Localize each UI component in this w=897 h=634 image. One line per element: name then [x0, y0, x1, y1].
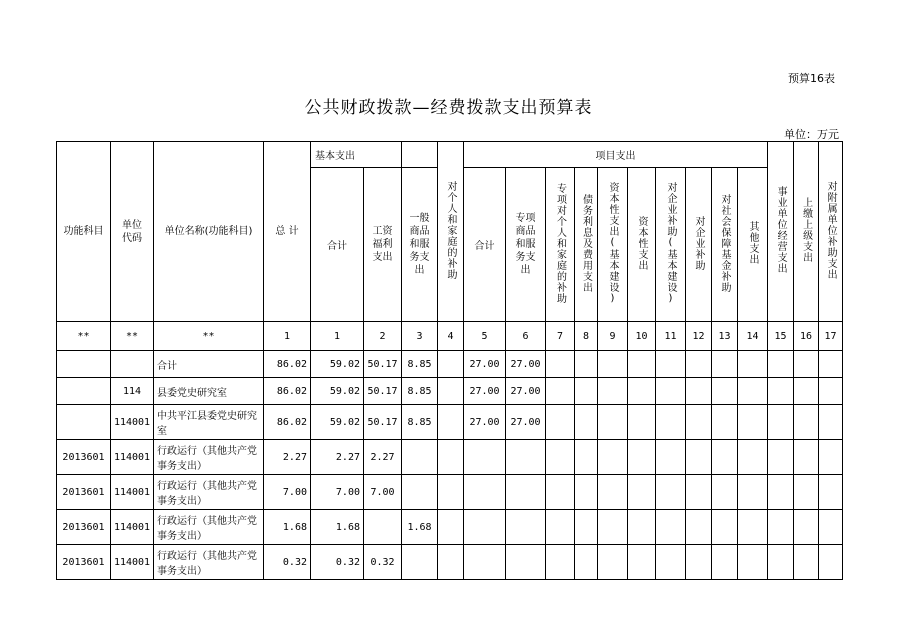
header-social: 对社会保障基金补助	[712, 168, 738, 322]
header-upper: 上缴上级支出	[794, 142, 819, 322]
index-row	[57, 322, 843, 351]
index-cell: 11	[656, 322, 686, 351]
index-cell: 1	[264, 322, 311, 351]
cell-empty	[738, 378, 768, 405]
index-cell: 9	[598, 322, 628, 351]
index-cell: 13	[712, 322, 738, 351]
cell-empty	[656, 378, 686, 405]
header-row-1	[57, 142, 843, 168]
cell-empty	[575, 378, 598, 405]
cell-empty	[794, 405, 819, 440]
unit-label: 单位：万元	[784, 128, 839, 141]
cell-empty	[768, 475, 794, 510]
cell-empty	[768, 510, 794, 545]
cell-empty	[768, 545, 794, 580]
cell-empty	[686, 405, 712, 440]
cell-name: 县委党史研究室	[154, 378, 264, 405]
cell-personal	[438, 440, 464, 475]
header-ent-base: 对企业补助(基本建设)	[656, 168, 686, 322]
index-cell: 12	[686, 322, 712, 351]
cell-code: 114001	[111, 510, 154, 545]
cell-goods: 8.85	[402, 405, 438, 440]
cell-empty	[712, 378, 738, 405]
cell-personal	[438, 475, 464, 510]
cell-empty	[598, 510, 628, 545]
cell-basic-total: 59.02	[311, 405, 364, 440]
cell-code: 114001	[111, 405, 154, 440]
cell-code: 114001	[111, 475, 154, 510]
cell-empty	[819, 475, 843, 510]
header-biz: 事业单位经营支出	[768, 142, 794, 322]
cell-empty	[598, 378, 628, 405]
cell-empty	[819, 378, 843, 405]
cell-empty	[738, 545, 768, 580]
cell-empty	[794, 475, 819, 510]
cell-empty	[738, 440, 768, 475]
cell-proj-total	[464, 545, 506, 580]
cell-wage: 2.27	[364, 440, 402, 475]
cell-empty	[656, 440, 686, 475]
cell-name: 行政运行（其他共产党事务支出）	[154, 510, 264, 545]
cell-proj-total	[464, 510, 506, 545]
cell-func	[57, 378, 111, 405]
cell-proj-goods	[506, 545, 546, 580]
cell-empty	[628, 378, 656, 405]
header-debt: 债务利息及费用支出	[575, 168, 598, 322]
cell-empty	[712, 545, 738, 580]
cell-name: 中共平江县委党史研究室	[154, 405, 264, 440]
cell-proj-goods: 27.00	[506, 351, 546, 378]
table-row	[57, 405, 843, 440]
cell-empty	[768, 440, 794, 475]
header-capital-base: 资本性支出(基本建设)	[598, 168, 628, 322]
cell-empty	[768, 378, 794, 405]
cell-empty	[686, 378, 712, 405]
cell-total: 86.02	[264, 351, 311, 378]
cell-empty	[598, 405, 628, 440]
cell-empty	[794, 351, 819, 378]
cell-func	[57, 351, 111, 378]
header-project: 项目支出	[464, 142, 768, 168]
header-wage: 工资福利支出	[364, 168, 402, 322]
cell-empty	[628, 440, 656, 475]
header-proj-personal: 专项对个人和家庭的补助	[546, 168, 575, 322]
table-row	[57, 475, 843, 510]
index-cell: 2	[364, 322, 402, 351]
cell-empty	[819, 510, 843, 545]
page-title: 公共财政拨款—经费拨款支出预算表	[304, 98, 593, 118]
cell-empty	[628, 545, 656, 580]
index-cell: 4	[438, 322, 464, 351]
cell-proj-goods	[506, 440, 546, 475]
cell-personal	[438, 545, 464, 580]
cell-empty	[546, 378, 575, 405]
cell-proj-total	[464, 475, 506, 510]
cell-empty	[628, 475, 656, 510]
header-subsidy: 对附属单位补助支出	[819, 142, 843, 322]
table-row	[57, 378, 843, 405]
header-other: 其他支出	[738, 168, 768, 322]
cell-empty	[656, 545, 686, 580]
cell-empty	[768, 351, 794, 378]
cell-empty	[628, 405, 656, 440]
cell-empty	[794, 510, 819, 545]
cell-proj-total: 27.00	[464, 378, 506, 405]
cell-empty	[546, 440, 575, 475]
index-cell: 7	[546, 322, 575, 351]
cell-total: 86.02	[264, 405, 311, 440]
cell-goods	[402, 475, 438, 510]
cell-empty	[819, 351, 843, 378]
cell-empty	[686, 545, 712, 580]
cell-wage: 50.17	[364, 405, 402, 440]
table-row	[57, 545, 843, 580]
cell-total: 0.32	[264, 545, 311, 580]
header-proj-goods: 专项商品和服务支出	[506, 168, 546, 322]
cell-empty	[794, 440, 819, 475]
cell-empty	[794, 378, 819, 405]
cell-empty	[712, 440, 738, 475]
cell-proj-goods	[506, 475, 546, 510]
cell-basic-total: 1.68	[311, 510, 364, 545]
cell-empty	[575, 475, 598, 510]
cell-func: 2013601	[57, 545, 111, 580]
header-basic-total: 合计	[311, 168, 364, 322]
header-personal: 对个人和家庭的补助	[438, 142, 464, 322]
cell-empty	[628, 351, 656, 378]
index-cell: **	[57, 322, 111, 351]
index-cell: 8	[575, 322, 598, 351]
cell-code: 114001	[111, 545, 154, 580]
cell-empty	[712, 351, 738, 378]
cell-wage	[364, 510, 402, 545]
cell-proj-goods: 27.00	[506, 378, 546, 405]
cell-empty	[738, 475, 768, 510]
index-cell: 16	[794, 322, 819, 351]
cell-empty	[575, 510, 598, 545]
cell-total: 1.68	[264, 510, 311, 545]
table-row	[57, 440, 843, 475]
cell-empty	[686, 510, 712, 545]
cell-basic-total: 59.02	[311, 351, 364, 378]
header-capital: 资本性支出	[628, 168, 656, 322]
cell-wage: 0.32	[364, 545, 402, 580]
cell-empty	[656, 475, 686, 510]
cell-func: 2013601	[57, 510, 111, 545]
table-row	[57, 351, 843, 378]
index-cell: **	[154, 322, 264, 351]
index-cell: 6	[506, 322, 546, 351]
data-body	[57, 351, 843, 580]
cell-total: 7.00	[264, 475, 311, 510]
cell-total: 2.27	[264, 440, 311, 475]
cell-empty	[598, 475, 628, 510]
cell-empty	[575, 440, 598, 475]
cell-empty	[575, 351, 598, 378]
cell-empty	[686, 440, 712, 475]
index-cell: 1	[311, 322, 364, 351]
cell-empty	[656, 510, 686, 545]
header-total: 总 计	[264, 142, 311, 322]
cell-code: 114	[111, 378, 154, 405]
index-cell: 10	[628, 322, 656, 351]
cell-goods: 8.85	[402, 351, 438, 378]
cell-wage: 50.17	[364, 351, 402, 378]
header-ent: 对企业补助	[686, 168, 712, 322]
cell-empty	[546, 405, 575, 440]
cell-proj-goods	[506, 510, 546, 545]
cell-total: 86.02	[264, 378, 311, 405]
cell-func	[57, 405, 111, 440]
cell-empty	[819, 405, 843, 440]
form-number: 预算16表	[788, 72, 835, 85]
index-cell: 15	[768, 322, 794, 351]
header-basic: 基本支出	[311, 142, 402, 168]
cell-code	[111, 351, 154, 378]
index-cell: 5	[464, 322, 506, 351]
cell-basic-total: 59.02	[311, 378, 364, 405]
cell-empty	[738, 510, 768, 545]
cell-empty	[598, 545, 628, 580]
cell-empty	[712, 510, 738, 545]
cell-proj-total: 27.00	[464, 405, 506, 440]
header-proj-total: 合计	[464, 168, 506, 322]
cell-empty	[819, 440, 843, 475]
cell-personal	[438, 510, 464, 545]
cell-empty	[546, 510, 575, 545]
cell-proj-goods: 27.00	[506, 405, 546, 440]
cell-empty	[686, 475, 712, 510]
cell-empty	[546, 545, 575, 580]
cell-name: 合计	[154, 351, 264, 378]
header-unit-code: 单位代码	[111, 142, 154, 322]
cell-empty	[628, 510, 656, 545]
cell-empty	[546, 475, 575, 510]
cell-basic-total: 7.00	[311, 475, 364, 510]
header-func: 功能科目	[57, 142, 111, 322]
cell-empty	[794, 545, 819, 580]
cell-empty	[738, 405, 768, 440]
cell-empty	[546, 351, 575, 378]
cell-code: 114001	[111, 440, 154, 475]
cell-personal	[438, 378, 464, 405]
cell-empty	[598, 351, 628, 378]
cell-goods	[402, 440, 438, 475]
table-row	[57, 510, 843, 545]
cell-proj-total	[464, 440, 506, 475]
cell-empty	[575, 545, 598, 580]
cell-empty	[768, 405, 794, 440]
cell-proj-total: 27.00	[464, 351, 506, 378]
cell-empty	[656, 405, 686, 440]
header-blank-1	[402, 142, 438, 168]
cell-wage: 50.17	[364, 378, 402, 405]
cell-empty	[656, 351, 686, 378]
index-cell: 17	[819, 322, 843, 351]
cell-empty	[712, 405, 738, 440]
cell-goods: 8.85	[402, 378, 438, 405]
cell-goods: 1.68	[402, 510, 438, 545]
index-cell: 3	[402, 322, 438, 351]
header-goods: 一般商品和服务支出	[402, 168, 438, 322]
header-unit-name: 单位名称(功能科目)	[154, 142, 264, 322]
cell-empty	[819, 545, 843, 580]
index-cell: 14	[738, 322, 768, 351]
cell-basic-total: 2.27	[311, 440, 364, 475]
cell-personal	[438, 351, 464, 378]
cell-empty	[738, 351, 768, 378]
cell-basic-total: 0.32	[311, 545, 364, 580]
cell-name: 行政运行（其他共产党事务支出）	[154, 475, 264, 510]
cell-empty	[686, 351, 712, 378]
cell-func: 2013601	[57, 475, 111, 510]
cell-personal	[438, 405, 464, 440]
cell-empty	[575, 405, 598, 440]
cell-empty	[598, 440, 628, 475]
cell-wage: 7.00	[364, 475, 402, 510]
budget-table	[56, 141, 843, 580]
index-cell: **	[111, 322, 154, 351]
cell-goods	[402, 545, 438, 580]
cell-empty	[712, 475, 738, 510]
cell-name: 行政运行（其他共产党事务支出）	[154, 440, 264, 475]
cell-name: 行政运行（其他共产党事务支出）	[154, 545, 264, 580]
cell-func: 2013601	[57, 440, 111, 475]
